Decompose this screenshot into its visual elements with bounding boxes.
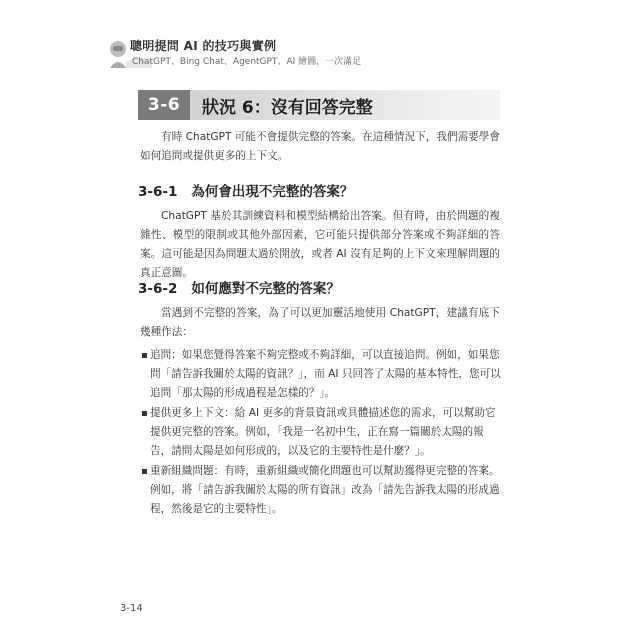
subsection-number: 3-6-2: [138, 281, 178, 297]
book-title: 聰明提問 AI 的技巧與實例: [130, 39, 277, 53]
subsection-heading-1: [138, 180, 353, 200]
list-item-text: 重新組織問題：有時，重新組織或簡化問題也可以幫助獲得更完整的答案。例如，將「請告訴我關於太陽的所有資訊」改為「請先告訴我太陽的形成過程，然後是它的主要特性」。: [150, 465, 500, 515]
list-item: [150, 346, 502, 403]
bullet-square-icon: [142, 469, 147, 474]
subsection-2-body: 當遇到不完整的答案，為了可以更加靈活地使用 ChatGPT，建議有底下幾種作法：: [140, 307, 500, 338]
bullet-square-icon: [142, 353, 147, 358]
book-subtitle: ChatGPT、Bing Chat、AgentGPT、AI 繪圖，一次滿足: [132, 57, 362, 67]
subsection-heading-2: [138, 277, 340, 297]
list-item-text: 追問：如果您覺得答案不夠完整或不夠詳細，可以直接追問。例如，如果您問「請告訴我關於太陽的資訊？」，而 AI 只回答了太陽的基本特性，您可以追問「那太陽的形成過程是怎樣的？」。: [150, 349, 501, 399]
subsection-title: 為何會出現不完整的答案？: [191, 184, 354, 200]
section-number: 3-6: [138, 90, 190, 120]
subsection-number: 3-6-1: [138, 184, 178, 200]
section-title-band: [190, 90, 500, 120]
section-heading: [138, 90, 500, 120]
section-title: 狀況 6：沒有回答完整: [202, 97, 373, 118]
list-item-text: 提供更多上下文：給 AI 更多的背景資訊或具體描述您的需求，可以幫助它提供更完整的答案。例如，「我是一名初中生，正在寫一篇關於太陽的報告，請問太陽是如何形成的，以及它的主要特性是什麼？」。: [150, 407, 496, 457]
page-number: 3-14: [120, 603, 143, 614]
subsection-1-body: ChatGPT 基於其訓練資料和模型結構給出答案。但有時，由於問題的複雜性、模型的限制或其他外部因素，它可能只提供部分答案或不夠詳細的答案。這可能是因為問題太過於開放，或者 AI 沒有足夠的上下文來理解問題的真正意圖。: [140, 210, 500, 279]
intro-paragraph: 有時 ChatGPT 可能不會提供完整的答案。在這種情況下，我們需要學會如何追問或提供更多的上下文。: [140, 131, 500, 162]
list-item: [150, 404, 502, 461]
bullet-square-icon: [142, 411, 147, 416]
list-item: [150, 462, 502, 519]
subsection-title: 如何應對不完整的答案？: [191, 281, 340, 297]
